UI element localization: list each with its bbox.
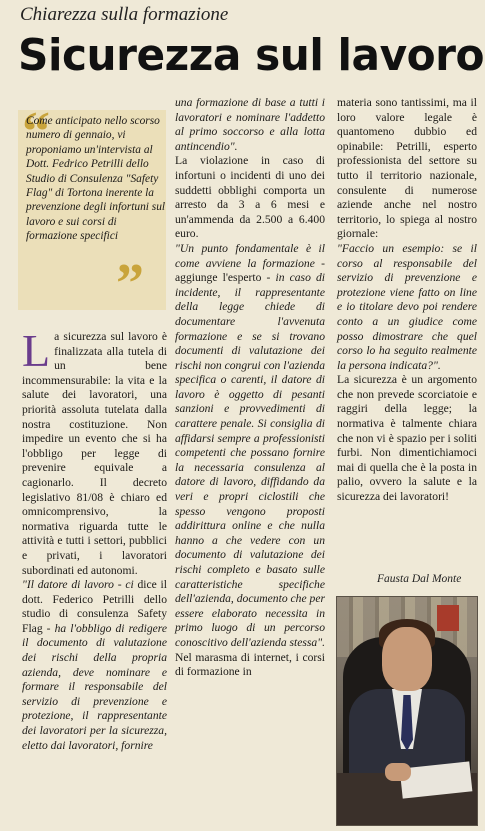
quote-paragraph: "Faccio un esempio: se il corso al responsabile del servizio di prevenzione e protezione viene fatto on line e io titolare devo poi rendere conto a un giudice come posso dimostrare che quel corso lo ha seguito realmente la persona indicata?". — [337, 241, 477, 372]
paragraph: Nel marasma di internet, i corsi di formazione in — [175, 650, 325, 679]
lead-paragraph-text: a sicurezza sul lavoro è finalizzata alla tutela di un bene incommensurabile: la vita e la salute dei lavoratori, una priorità assoluta tutelata dalla nostra costituzione. Non impedire un evento che si ha l'obbligo per legge di prevenire equivale a cagionarlo. Il decreto legislativo 81/08 è chiaro ed omnicomprensivo, la normativa riguarda tutte le attività e tutti i settori, pubblici e privati, i lavoratori subordinati ed autonomi. — [22, 330, 167, 577]
intro-text — [26, 114, 166, 244]
column-1 — [22, 325, 167, 753]
face — [382, 627, 432, 691]
kicker: Chiarezza sulla formazione — [20, 4, 229, 25]
quote-attribution: dice il dott. Federico Petrilli dello studio di consulenza Safety Flag - — [22, 578, 167, 635]
author-byline: Fausta Dal Monte — [377, 573, 462, 585]
paragraph: La sicurezza è un argomento che non prevede scorciatoie e raggiri della legge; la normativa è talmente chiara che non vi è spazio per i soliti furbi. Non dimentichiamoci mai di quella che è la posta in palio, ovvero la salute e la sicurezza dei lavoratori! — [337, 373, 477, 504]
drop-cap: L — [22, 325, 51, 376]
paragraph: La violazione in caso di infortuni o incidenti di uno dei suddetti obblighi comporta un arresto da 3 a 6 mesi e un'ammenda da 2.500 a 6.400 euro. — [175, 154, 325, 241]
open-quote-icon: “ — [22, 101, 50, 163]
lead-paragraph — [22, 325, 167, 578]
quote-paragraph — [22, 578, 167, 753]
quote-part-a: "Il datore di lavoro - ci — [22, 578, 134, 592]
column-3 — [337, 96, 477, 505]
hand — [385, 763, 411, 781]
paragraph: materia sono tantissimi, ma il loro valore legale è quantomeno dubbio ed opinabile: Petrilli, esperto professionista del settore su tutto il territorio nazionale, consulente di numerose aziende anche nel nostro territorio, lo spiega al nostro giornale: — [337, 96, 477, 241]
quote-part-b: ha l'obbligo di redigere il documento di valutazione dei rischi della propria azienda, deve nominare e formare il responsabile del servizio di prevenzione e protezione, il rappresentante dei lavoratori per la sicurezza, eletto dai lavoratori, fornire — [22, 621, 167, 752]
quote-attribution: - aggiunge l'esperto - — [175, 256, 325, 285]
intro-paragraph: Come anticipato nello scorso numero di gennaio, vi proponiamo un'intervista al Dott. Fedrico Petrilli dello Studio di Consulenza "Safety Flag" di Tortona inerente la prevenzione degli infortuni sul lavoro e sui corsi di formazione specifici — [26, 115, 166, 243]
quote-part-b: in caso di incidente, il rappresentante della legge chiede di documentare l'avvenuta formazione e se si trovano documenti di valutazione dei rischi non congrui con l'azienda specifica o carenti, il datore di lavoro è oggetto di pesanti sanzioni e provvedimenti di carattere penale. Si consiglia di affidarsi sempre a professionisti competenti che possano fornire la necessaria consulenza al datore di lavoro, diffidando da veri e propri ciclostili che spesso vengono proposti addirittura online e che nulla hanno a che vedere con un documento di valutazione dei rischi completo e basato sulle caratteristiche specifiche dell'azienda, documento che per essere elaborato necessita in primo luogo di un percorso conoscitivo dell'azienda stessa". — [175, 271, 325, 649]
paragraph: una formazione di base a tutti i lavoratori e nominare l'addetto al primo soccorso e alla lotta antincendio". — [175, 96, 325, 153]
quote-part-a: "Un punto fondamentale è il come avviene la formazione — [175, 241, 325, 270]
close-quote-icon: ” — [116, 253, 144, 315]
column-2 — [175, 96, 325, 680]
quote-paragraph — [175, 242, 325, 651]
portrait-photo — [336, 596, 478, 826]
page-title: Sicurezza sul lavoro — [18, 30, 485, 81]
red-binder — [437, 605, 459, 631]
